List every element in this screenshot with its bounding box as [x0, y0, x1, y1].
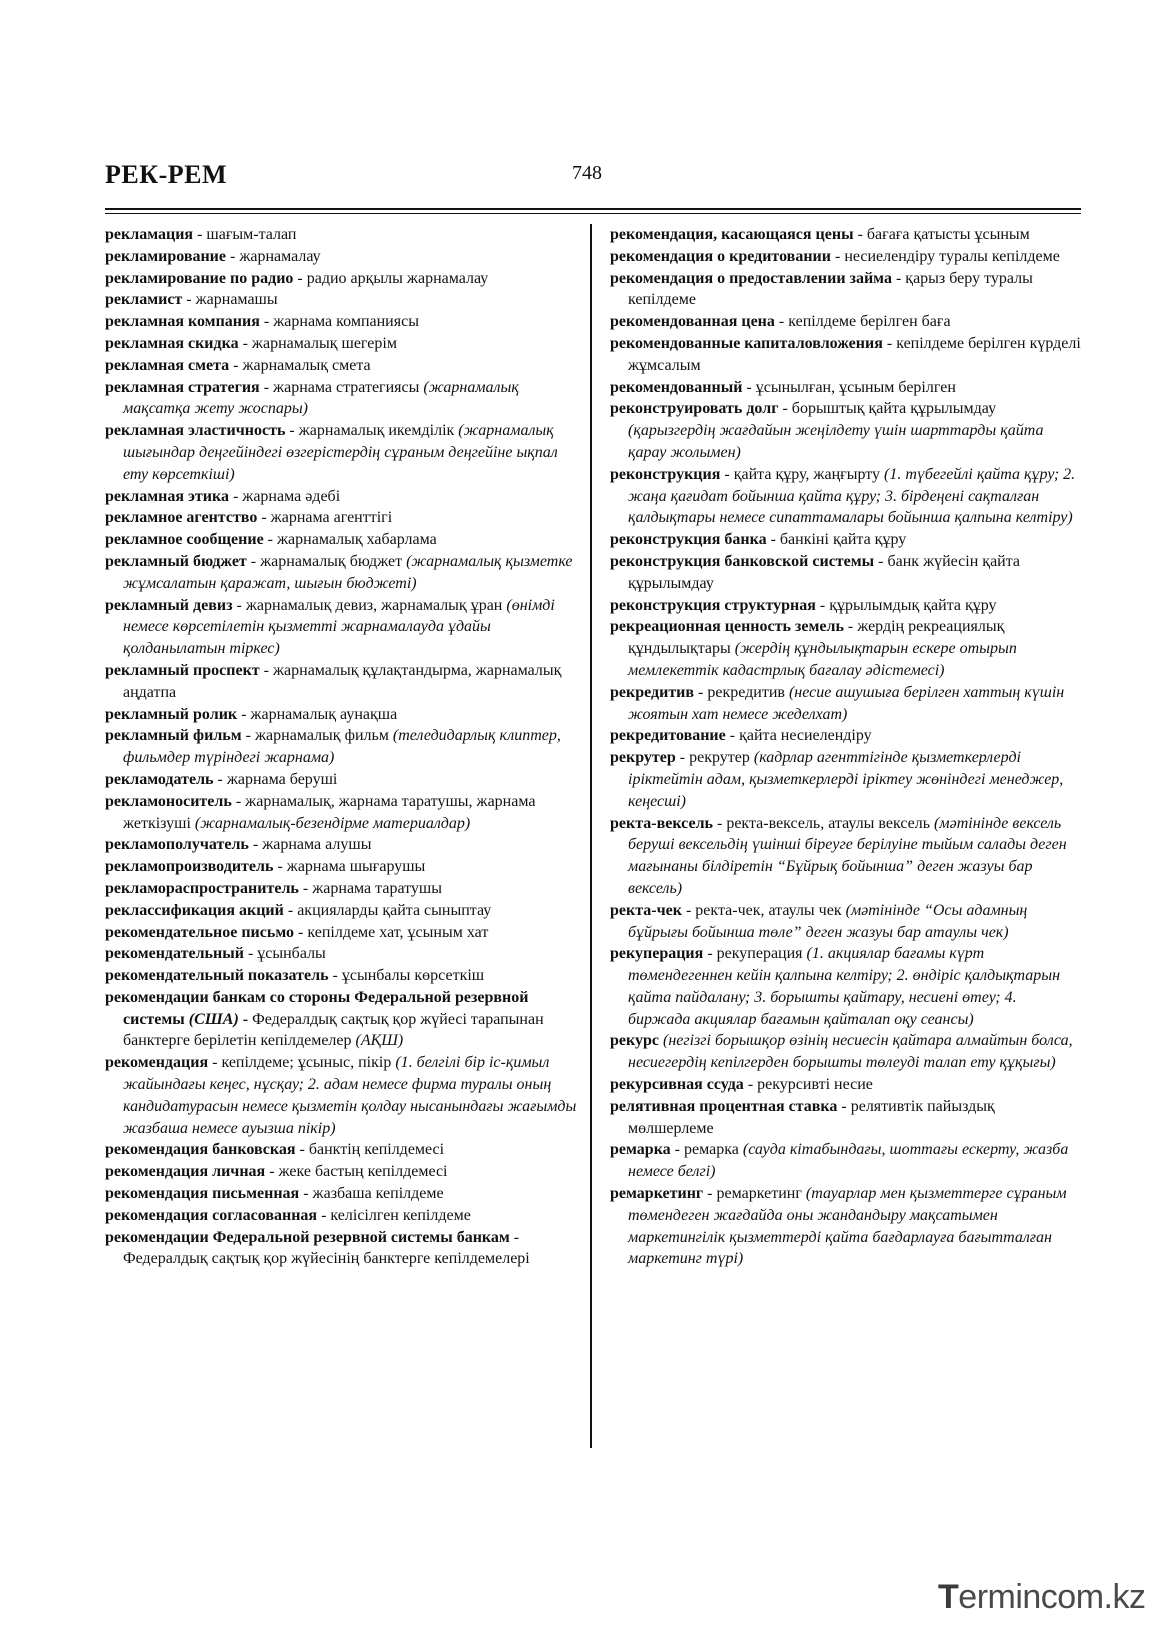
- entry-separator: -: [853, 226, 867, 243]
- entry-definition: Федералдық сақтық қор жүйесі тарапынан банктерге берілетін кепілдемелер: [123, 1010, 544, 1050]
- dictionary-entry: [105, 1227, 577, 1271]
- entry-definition: рекурсивті несие: [757, 1076, 873, 1094]
- dictionary-entry: [105, 355, 577, 377]
- entry-separator: -: [725, 727, 740, 745]
- entry-term: реклассификация акций: [105, 901, 284, 919]
- entry-definition: жарнамалық аунақша: [250, 705, 398, 723]
- dictionary-entry: [610, 268, 1082, 312]
- entry-separator: -: [259, 661, 273, 679]
- entry-separator: -: [774, 313, 789, 331]
- entry-term: рекомендации банкам со стороны Федеральной резервной системы: [105, 988, 529, 1028]
- entry-term: рекомендация, касающаяся цены: [610, 226, 854, 243]
- entry-separator: -: [193, 226, 207, 243]
- entry-separator: -: [273, 858, 287, 876]
- entry-separator: -: [226, 247, 240, 265]
- entry-note: (сауда кітабындағы, шоттағы ескерту, жазба немесе белгі): [628, 1141, 1069, 1181]
- entry-separator: -: [509, 1228, 520, 1246]
- dictionary-entry: [610, 595, 1082, 617]
- dictionary-entry: [105, 224, 577, 246]
- entry-note: (жарнамалық мақсатқа жету жоспары): [123, 378, 519, 418]
- entry-separator: -: [703, 1185, 717, 1203]
- entry-definition: банк жүйесін қайта құрылымдау: [628, 552, 1021, 592]
- entry-definition: жарнама таратушы: [312, 879, 442, 897]
- entry-separator: -: [238, 1010, 253, 1028]
- entry-separator: -: [778, 400, 792, 418]
- entry-definition: жарнамалық фильм: [254, 727, 393, 745]
- entry-definition: жарнама стратегиясы: [273, 378, 424, 396]
- dictionary-entry: [105, 289, 577, 311]
- dictionary-entry: [105, 725, 577, 769]
- entry-term: рекламный ролик: [105, 705, 238, 723]
- entry-note: (кадрлар агенттігінде қызметкерлерді іріктейтін адам, қызметкерлерді іріктеу жөніндегі менеджер, кеңесші): [628, 749, 1064, 810]
- entry-separator: -: [228, 487, 243, 505]
- dictionary-entry: [610, 529, 1082, 551]
- entry-term: рекламирование: [105, 247, 226, 265]
- dictionary-entry: [610, 377, 1082, 399]
- entry-term: рекомендация о кредитовании: [610, 247, 831, 265]
- entry-note: (жарнамалық-безендірме материалдар): [194, 814, 471, 832]
- dictionary-entry: [105, 551, 577, 595]
- right-column: [610, 224, 1082, 1270]
- entry-definition: жарнамалық хабарлама: [277, 531, 437, 549]
- dictionary-entry: [105, 1205, 577, 1227]
- entry-term: рекредитив: [610, 683, 695, 701]
- entry-separator: -: [283, 901, 298, 919]
- dictionary-entry: [610, 813, 1082, 900]
- entry-separator: -: [213, 770, 227, 788]
- entry-term: реконструкция структурная: [610, 596, 816, 614]
- entry-definition: банкіні қайта құру: [779, 531, 907, 549]
- dictionary-entry: [105, 486, 577, 508]
- entry-note: (жарнамалық қызметке жұмсалатын қаражат, шығын бюджеті): [123, 552, 573, 592]
- entry-separator: -: [293, 269, 307, 287]
- entry-separator: -: [232, 596, 246, 614]
- dictionary-entry: [610, 1183, 1082, 1270]
- entry-separator: -: [294, 923, 308, 941]
- entry-term: рекламист: [105, 291, 183, 309]
- entry-separator: -: [766, 531, 780, 549]
- dictionary-entry: [610, 725, 1082, 747]
- entry-separator: -: [231, 792, 246, 810]
- entry-definition: кепілдеме хат, ұсыным хат: [307, 923, 489, 941]
- left-column: [105, 224, 577, 1270]
- entry-term: рекламопроизводитель: [105, 858, 274, 876]
- entry-term: рекомендованные капиталовложения: [610, 334, 883, 352]
- entry-term: рекламоноситель: [105, 792, 232, 810]
- entry-definition: кепілдеме берілген күрделі жұмсалым: [628, 334, 1081, 374]
- entry-definition: ұсынбалы: [257, 945, 326, 963]
- entry-separator: -: [713, 814, 727, 832]
- entry-definition: банктің кепілдемесі: [308, 1141, 445, 1159]
- entry-note: (негізгі борышқор өзінің несиесін қайтара алмайтын болса, несиегердің кепілгерден борышты төлеуді талап ету құқығы): [628, 1032, 1073, 1072]
- entry-definition: жарнамалық құлақтандырма, жарнамалық аңдатпа: [123, 661, 562, 701]
- entry-term: рекурс: [610, 1032, 659, 1050]
- entry-term: рекламная стратегия: [105, 378, 260, 396]
- dictionary-entry: [105, 420, 577, 485]
- dictionary-entry: [105, 878, 577, 900]
- entry-term: рекламация: [105, 226, 194, 243]
- dictionary-entry: [105, 965, 577, 987]
- entry-note: (1. акциялар бағамы күрт төмендегеннен кейін қалпына келтіру; 2. өндіріс қалдықтарын қайта пайдалану; 3. борышты қайтару, несиені өтеу; 4. биржада акциялар бағамын қайталап оқу сеансы): [628, 945, 1061, 1028]
- entry-definition: жарнамалық бюджет: [260, 552, 407, 570]
- entry-separator: -: [182, 291, 196, 309]
- dictionary-entry: [105, 1183, 577, 1205]
- entry-term: рекламодатель: [105, 770, 214, 788]
- entry-term: рекламирование по радио: [105, 269, 294, 287]
- entry-separator: -: [743, 1076, 758, 1094]
- entry-definition: ремарка: [684, 1141, 743, 1159]
- dictionary-entry: [610, 246, 1082, 268]
- entry-term: рекламная скидка: [105, 334, 239, 352]
- entry-separator: -: [208, 1054, 222, 1072]
- entry-term: рекламная этика: [105, 487, 229, 505]
- entry-term: ремаркетинг: [610, 1185, 704, 1203]
- entry-separator: -: [681, 901, 696, 919]
- entry-note: (жарнамалық шығындар деңгейіндегі өзгерістердің сұраным деңгейіне ықпал ету көрсеткіші): [123, 422, 558, 483]
- header-rule: [105, 208, 1081, 210]
- dictionary-entry: [105, 987, 577, 1052]
- dictionary-entry: [610, 1030, 1082, 1074]
- entry-term: рекомендация согласованная: [105, 1206, 318, 1224]
- entry-term: рекрутер: [610, 749, 676, 767]
- dictionary-entry: [105, 529, 577, 551]
- dictionary-entry: [610, 1139, 1082, 1183]
- entry-definition: акцияларды қайта сыныптау: [297, 901, 492, 919]
- dictionary-entry: [105, 246, 577, 268]
- header-rule-thin: [105, 213, 1081, 214]
- dictionary-entry: [105, 1052, 577, 1139]
- dictionary-entry: [105, 268, 577, 290]
- entry-note: (тауарлар мен қызметтерге сұраным төмендеген жағдайда оны жандандыру мақсатымен маркетингілік қызметтерді қайта бағдарлауға бағытталған маркетинг түрі): [628, 1185, 1067, 1268]
- entry-term: рекламный проспект: [105, 661, 260, 679]
- dictionary-entry: [610, 1096, 1082, 1140]
- entry-separator: -: [815, 596, 830, 614]
- dictionary-entry: [610, 224, 1082, 246]
- dictionary-entry: [105, 507, 577, 529]
- column-divider: [590, 224, 592, 1448]
- dictionary-entry: [105, 834, 577, 856]
- entry-term: рекомендательный: [105, 945, 244, 963]
- entry-definition: шағым-талап: [206, 226, 297, 243]
- entry-note: (теледидарлық клиптер, фильмдер түріндегі жарнама): [123, 727, 561, 767]
- entry-definition: жарнама шығарушы: [286, 858, 426, 876]
- entry-separator: -: [246, 552, 261, 570]
- entry-separator: -: [285, 422, 299, 440]
- dictionary-entry: [610, 311, 1082, 333]
- dictionary-entry: [105, 943, 577, 965]
- entry-note: (өнімді немесе көрсетілетін қызметті жарнамалауда ұдайы қолданылатын тіркес): [123, 596, 555, 658]
- entry-separator: -: [263, 531, 277, 549]
- terminkom-watermark-logo: Termincom.kz: [938, 1578, 1146, 1616]
- entry-separator: -: [259, 378, 274, 396]
- entry-definition: жарнама беруші: [226, 770, 338, 788]
- entry-term: рекомендованный: [610, 378, 743, 396]
- dictionary-entry: [105, 660, 577, 704]
- entry-term: рекомендательное письмо: [105, 923, 295, 941]
- entry-definition: ұсынбалы көрсеткіш: [341, 967, 485, 985]
- entry-term: ректа-чек: [610, 901, 682, 919]
- entry-separator: -: [703, 945, 717, 963]
- entry-definition: ремаркетинг: [716, 1185, 806, 1203]
- entry-term: рекомендация личная: [105, 1163, 266, 1181]
- entry-definition: жарнамалық, жарнама таратушы, жарнама жеткізуші: [123, 792, 536, 832]
- entry-definition: қайта құру, жаңғырту: [733, 465, 885, 483]
- dictionary-entry: [610, 682, 1082, 726]
- dictionary-entry: [105, 900, 577, 922]
- entry-separator: -: [241, 727, 255, 745]
- entry-definition: құрылымдық қайта құру: [829, 596, 997, 614]
- entry-separator: -: [265, 1163, 279, 1181]
- entry-note: (қарызгердің жағдайын жеңілдету үшін шарттарды қайта қарау жолымен): [628, 422, 1044, 461]
- entry-term: рекуперация: [610, 945, 704, 963]
- entry-definition: жарнамалық смета: [242, 356, 371, 374]
- entry-separator: -: [237, 705, 251, 723]
- page-header-title: РЕК-РЕМ: [105, 160, 227, 189]
- entry-definition: жарнамалық икемділік: [298, 422, 459, 440]
- entry-term: рекламополучатель: [105, 836, 249, 854]
- entry-definition: радио арқылы жарнамалау: [306, 269, 489, 287]
- dictionary-entry: [105, 791, 577, 835]
- entry-definition: жарнамалық шегерім: [251, 334, 397, 352]
- entry-term: реконструкция банка: [610, 531, 767, 549]
- entry-definition: кепілдеме; ұсыныс, пікір: [221, 1054, 396, 1072]
- entry-term: рекламный девиз: [105, 596, 233, 614]
- entry-definition: бағаға қатысты ұсыным: [866, 226, 1030, 243]
- entry-separator: -: [830, 247, 845, 265]
- entry-term: рекламное агентство: [105, 509, 258, 527]
- entry-term: реконструкция банковской системы: [610, 552, 875, 570]
- entry-term: рекламная эластичность: [105, 422, 286, 440]
- entry-definition: жарнама компаниясы: [273, 313, 419, 331]
- entry-term: рекреационная ценность земель: [610, 618, 844, 636]
- dictionary-entry: [610, 747, 1082, 812]
- entry-definition: Федералдық сақтық қор жүйесінің банктерге кепілдемелері: [123, 1250, 530, 1268]
- entry-separator: -: [238, 334, 252, 352]
- entry-definition: жарнама әдебі: [242, 487, 341, 505]
- entry-term: релятивная процентная ставка: [610, 1097, 838, 1115]
- dictionary-entry: [105, 1139, 577, 1161]
- entry-term: рекомендованная цена: [610, 313, 775, 331]
- entry-term: реконструкция: [610, 465, 721, 483]
- entry-term: рекламное сообщение: [105, 531, 264, 549]
- entry-term: рекламный фильм: [105, 727, 242, 745]
- entry-definition: рекуперация: [716, 945, 807, 963]
- dictionary-entry: [105, 856, 577, 878]
- dictionary-entry: [610, 551, 1082, 595]
- entry-separator: -: [317, 1206, 331, 1224]
- entry-definition: рекредитив: [707, 683, 789, 701]
- entry-term: реконструировать долг: [610, 400, 779, 418]
- entry-separator: -: [874, 552, 888, 570]
- entry-note: (жердің құндылықтарын ескере отырып мемлекеттік кадастрлық бағалау әдістемесі): [628, 640, 1017, 679]
- entry-definition: жарнамашы: [195, 291, 278, 309]
- entry-term: рекомендации Федеральной резервной системы банкам: [105, 1228, 510, 1246]
- entry-separator: -: [720, 465, 734, 483]
- page-number: 748: [572, 162, 602, 184]
- dictionary-entry: [610, 1074, 1082, 1096]
- entry-separator: -: [298, 879, 313, 897]
- dictionary-entry: [105, 922, 577, 944]
- dictionary-entry: [105, 704, 577, 726]
- entry-note: (мәтінінде “Осы адамның бұйрығы бойынша төле” деген жазуы бар атаулы чек): [628, 901, 1028, 941]
- entry-separator: -: [229, 356, 243, 374]
- entry-term: ремарка: [610, 1141, 671, 1159]
- dictionary-entry: [610, 900, 1082, 944]
- entry-definition: жазбаша кепілдеме: [312, 1185, 444, 1203]
- entry-term: рекламный бюджет: [105, 552, 247, 570]
- entry-term: ректа-вексель: [610, 814, 713, 832]
- entry-definition: жеке бастың кепілдемесі: [278, 1163, 448, 1181]
- entry-definition: қарыз беру туралы кепілдеме: [628, 269, 1033, 309]
- entry-separator: -: [248, 836, 263, 854]
- entry-separator: -: [891, 269, 906, 287]
- entry-separator: -: [299, 1185, 313, 1203]
- entry-note: (1. белгілі бір іс-қимыл жайындағы кеңес, нұсқау; 2. адам немесе фирма туралы оның кандидатурасын немесе қызметін қолдау нысанындағы жағымды жазбаша немесе ауызша пікір): [123, 1054, 577, 1137]
- entry-separator: -: [257, 509, 271, 527]
- entry-separator: -: [328, 967, 342, 985]
- entry-separator: -: [295, 1141, 309, 1159]
- entry-definition: релятивтік пайыздық мөлшерлеме: [628, 1097, 995, 1137]
- entry-definition: ректа-чек, атаулы чек: [695, 901, 846, 919]
- dictionary-entry: [610, 943, 1082, 1030]
- entry-term: рекомендация о предоставлении займа: [610, 269, 892, 287]
- entry-term: рекламораспространитель: [105, 879, 299, 897]
- entry-note: (мәтінінде вексель беруші вексельдің үшінші біреуге берілуіне тыйым салады деген мағынаны білдіретін “Бұйрық бойынша” деген жазуы бар вексель): [628, 814, 1067, 897]
- entry-definition: кепілдеме берілген баға: [788, 313, 951, 331]
- entry-definition: несиелендіру туралы кепілдеме: [844, 247, 1060, 265]
- entry-separator: -: [843, 618, 858, 636]
- entry-note: (несие ашушыға берілген хаттың күшін жоятын хат немесе жеделхат): [628, 683, 1065, 723]
- entry-term: рекомендация: [105, 1054, 209, 1072]
- dictionary-entry: [105, 595, 577, 660]
- entry-definition: ұсынылған, ұсыным берілген: [755, 378, 956, 396]
- entry-definition: қайта несиелендіру: [739, 727, 872, 745]
- entry-definition: жарнама агенттігі: [270, 509, 393, 527]
- dictionary-entry: [610, 616, 1082, 681]
- entry-definition: ректа-вексель, атаулы вексель: [726, 814, 935, 832]
- entry-separator: -: [742, 378, 756, 396]
- entry-term: рекламная компания: [105, 313, 260, 331]
- dictionary-entry: [105, 769, 577, 791]
- entry-note: (1. түбегейлі қайта құру; 2. жаңа қағидат бойынша қайта құру; 3. бірдеңені сақталған қалдықтары немесе сипаттамалары бойынша қалпына келтіру): [628, 465, 1076, 527]
- entry-term: рекурсивная ссуда: [610, 1076, 744, 1094]
- dictionary-entry: [105, 377, 577, 421]
- entry-term: рекомендательный показатель: [105, 967, 329, 985]
- entry-definition: жарнама алушы: [262, 836, 372, 854]
- entry-separator: -: [694, 683, 708, 701]
- dictionary-entry: [610, 464, 1082, 529]
- entry-term: рекомендация банковская: [105, 1141, 296, 1159]
- entry-separator: -: [259, 313, 274, 331]
- entry-separator: -: [670, 1141, 684, 1159]
- dictionary-entry: [610, 398, 1082, 463]
- entry-note: (АҚШ): [355, 1032, 404, 1050]
- dictionary-entry: [105, 1161, 577, 1183]
- entry-definition: жарнамалау: [239, 247, 321, 265]
- entry-term-note: (США): [184, 1010, 239, 1028]
- entry-definition: рекрутер: [689, 749, 754, 767]
- entry-definition: жердің рекреациялық құндылықтары: [628, 618, 1005, 658]
- entry-term: рекламная смета: [105, 356, 230, 374]
- dictionary-entry: [610, 333, 1082, 377]
- entry-separator: -: [882, 334, 897, 352]
- entry-separator: -: [675, 749, 690, 767]
- entry-term: рекредитование: [610, 727, 726, 745]
- entry-separator: -: [837, 1097, 851, 1115]
- entry-term: рекомендация письменная: [105, 1185, 300, 1203]
- entry-definition: борыштық қайта құрылымдау: [791, 400, 997, 418]
- entry-separator: -: [243, 945, 258, 963]
- dictionary-entry: [105, 333, 577, 355]
- entry-definition: келісілген кепілдеме: [330, 1206, 471, 1224]
- entry-definition: жарнамалық девиз, жарнамалық ұран: [245, 596, 507, 614]
- dictionary-entry: [105, 311, 577, 333]
